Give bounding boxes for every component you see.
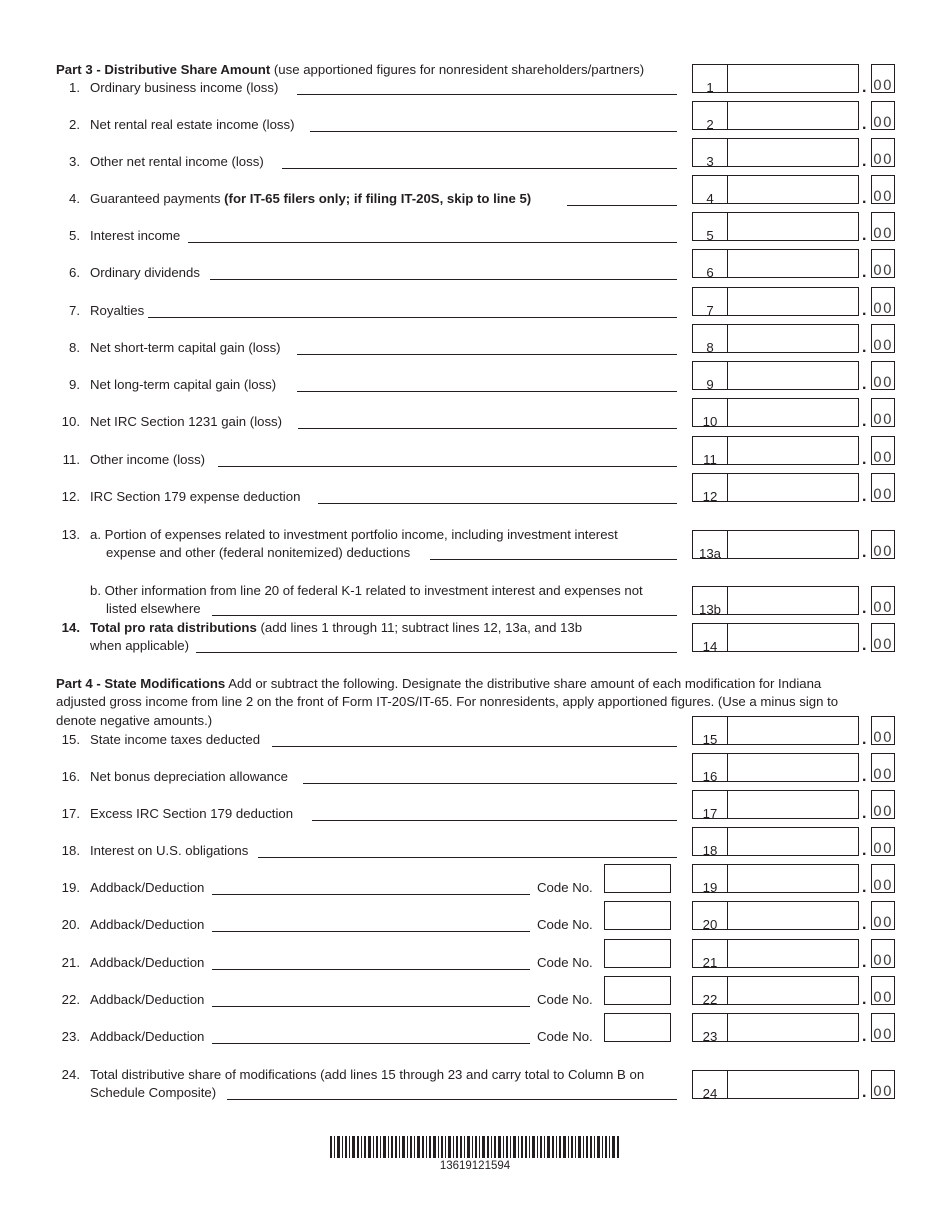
line-number: 21. <box>61 955 80 970</box>
line-15-cents[interactable] <box>871 716 895 745</box>
line-20-amount[interactable] <box>692 901 859 930</box>
leader-line <box>258 857 677 858</box>
line-11-cents[interactable] <box>871 436 895 465</box>
cents-placeholder: 00 <box>873 263 893 279</box>
leader-line <box>188 242 677 243</box>
line-5-label: Interest income <box>90 228 181 243</box>
decimal-point: . <box>862 227 867 244</box>
box-label: 2 <box>706 117 714 132</box>
box-label: 3 <box>706 154 714 169</box>
box-label: 5 <box>706 228 714 243</box>
leader-line <box>148 317 677 318</box>
line-12-cents[interactable] <box>871 473 895 502</box>
line-number: 15. <box>61 732 80 747</box>
leader-line <box>282 168 677 169</box>
decimal-point: . <box>862 190 867 207</box>
cents-placeholder: 00 <box>873 375 893 391</box>
decimal-point: . <box>862 116 867 133</box>
line-number: 1. <box>69 80 80 95</box>
line-24-amount[interactable] <box>692 1070 859 1099</box>
cents-placeholder: 00 <box>873 1027 893 1043</box>
line-number: 19. <box>61 880 80 895</box>
barcode-number: 13619121594 <box>439 1160 511 1172</box>
leader-line <box>210 279 677 280</box>
line-number: 24. <box>61 1067 80 1082</box>
line-number: 12. <box>61 489 80 504</box>
line-number: 23. <box>61 1029 80 1044</box>
cents-placeholder: 00 <box>873 450 893 466</box>
box-label: 11 <box>703 452 717 467</box>
line-9-amount[interactable] <box>692 361 859 390</box>
decimal-point: . <box>862 879 867 896</box>
line-22-cents[interactable] <box>871 976 895 1005</box>
line-16-cents[interactable] <box>871 753 895 782</box>
line-number: 10. <box>61 414 80 429</box>
line-13a-label-cont: expense and other (federal nonitemized) deductions <box>106 545 411 560</box>
leader-line <box>298 428 677 429</box>
decimal-point: . <box>862 79 867 96</box>
line-18-label: Interest on U.S. obligations <box>90 843 249 858</box>
line-number: 7. <box>69 303 80 318</box>
line-number: 16. <box>61 769 80 784</box>
cents-placeholder: 00 <box>873 637 893 653</box>
line-14-cents[interactable] <box>871 623 895 652</box>
box-label: 23 <box>702 1029 718 1044</box>
leader-line <box>430 559 677 560</box>
line-21-amount[interactable] <box>692 939 859 968</box>
line-number: 17. <box>61 806 80 821</box>
line-7-label: Royalties <box>90 303 145 318</box>
line-18-amount[interactable] <box>692 827 859 856</box>
cents-placeholder: 00 <box>873 412 893 428</box>
cents-placeholder: 00 <box>873 301 893 317</box>
line-number: 2. <box>69 117 80 132</box>
leader-line <box>227 1099 677 1100</box>
line-7-cents[interactable] <box>871 287 895 316</box>
line-6-label: Ordinary dividends <box>90 265 200 280</box>
decimal-point: . <box>862 376 867 393</box>
line-21-label: Addback/Deduction <box>90 955 205 970</box>
code-no-label: Code No. <box>537 955 593 970</box>
line-23-cents[interactable] <box>871 1013 895 1042</box>
cents-placeholder: 00 <box>873 767 893 783</box>
line-13b-label-cont: listed elsewhere <box>106 601 201 616</box>
line-13b-cents[interactable] <box>871 586 895 615</box>
line-3-label: Other net rental income (loss) <box>90 154 264 169</box>
leader-line <box>196 652 677 653</box>
line-number: 20. <box>61 917 80 932</box>
line-17-amount[interactable] <box>692 790 859 819</box>
line-9-label: Net long-term capital gain (loss) <box>90 377 277 392</box>
line-3-amount[interactable] <box>692 138 859 167</box>
cents-placeholder: 00 <box>873 915 893 931</box>
leader-line <box>297 354 677 355</box>
line-15-label: State income taxes deducted <box>90 732 261 747</box>
line-16-label: Net bonus depreciation allowance <box>90 769 288 784</box>
line-8-amount[interactable] <box>692 324 859 353</box>
decimal-point: . <box>862 1028 867 1045</box>
line-number: 18. <box>61 843 80 858</box>
cents-placeholder: 00 <box>873 226 893 242</box>
box-label: 18 <box>702 843 718 858</box>
line-8-label: Net short-term capital gain (loss) <box>90 340 281 355</box>
line-18-cents[interactable] <box>871 827 895 856</box>
decimal-point: . <box>862 1084 867 1101</box>
line-12-amount[interactable] <box>692 473 859 502</box>
line-7-amount[interactable] <box>692 287 859 316</box>
line-6-cents[interactable] <box>871 249 895 278</box>
decimal-point: . <box>862 991 867 1008</box>
line-number: 11. <box>62 452 80 467</box>
box-label: 1 <box>706 80 714 95</box>
leader-line <box>567 205 677 206</box>
cents-placeholder: 00 <box>873 990 893 1006</box>
cents-placeholder: 00 <box>873 1084 893 1100</box>
line-11-label: Other income (loss) <box>90 452 206 467</box>
line-13b-label: b. Other information from line 20 of federal K-1 related to investment interest and expenses not <box>90 583 643 598</box>
decimal-point: . <box>862 544 867 561</box>
line-23-code-field[interactable] <box>604 1013 671 1042</box>
decimal-point: . <box>862 302 867 319</box>
line-22-code-field[interactable] <box>604 976 671 1005</box>
box-label: 9 <box>706 377 714 392</box>
box-label: 12 <box>702 489 718 504</box>
line-17-cents[interactable] <box>871 790 895 819</box>
line-10-amount[interactable] <box>692 398 859 427</box>
cents-placeholder: 00 <box>873 115 893 131</box>
line-22-description-field[interactable] <box>212 1006 530 1007</box>
decimal-point: . <box>862 451 867 468</box>
line-23-amount[interactable] <box>692 1013 859 1042</box>
line-6-amount[interactable] <box>692 249 859 278</box>
line-4-amount[interactable] <box>692 175 859 204</box>
line-number: 13. <box>61 527 80 542</box>
cents-placeholder: 00 <box>873 78 893 94</box>
line-10-label: Net IRC Section 1231 gain (loss) <box>90 414 283 429</box>
line-number: 6. <box>69 265 80 280</box>
leader-line <box>312 820 677 821</box>
box-label: 20 <box>702 917 718 932</box>
line-number: 3. <box>69 154 80 169</box>
code-no-label: Code No. <box>537 917 593 932</box>
box-label: 19 <box>702 880 718 895</box>
line-21-code-field[interactable] <box>604 939 671 968</box>
line-21-cents[interactable] <box>871 939 895 968</box>
line-16-amount[interactable] <box>692 753 859 782</box>
leader-line <box>218 466 677 467</box>
line-22-label: Addback/Deduction <box>90 992 205 1007</box>
line-number: 14. <box>61 620 80 635</box>
line-24-label-cont: Schedule Composite) <box>90 1085 217 1100</box>
decimal-point: . <box>862 339 867 356</box>
cents-placeholder: 00 <box>873 878 893 894</box>
cents-placeholder: 00 <box>873 544 893 560</box>
decimal-point: . <box>862 264 867 281</box>
box-label: 22 <box>702 992 718 1007</box>
part4-intro-line: denote negative amounts.) <box>56 713 213 728</box>
line-13b-amount[interactable] <box>692 586 859 615</box>
box-label: 24 <box>702 1086 718 1101</box>
box-label: 17 <box>702 806 718 821</box>
line-20-cents[interactable] <box>871 901 895 930</box>
box-label: 8 <box>706 340 714 355</box>
decimal-point: . <box>862 488 867 505</box>
decimal-point: . <box>862 153 867 170</box>
box-label: 13a <box>698 546 721 561</box>
line-17-label: Excess IRC Section 179 deduction <box>90 806 294 821</box>
box-label: 16 <box>702 769 718 784</box>
line-20-label: Addback/Deduction <box>90 917 205 932</box>
leader-line <box>310 131 677 132</box>
line-1-cents[interactable] <box>871 64 895 93</box>
line-1-label: Ordinary business income (loss) <box>90 80 279 95</box>
leader-line <box>272 746 677 747</box>
line-13a-amount[interactable] <box>692 530 859 559</box>
line-4-cents[interactable] <box>871 175 895 204</box>
box-label: 10 <box>702 414 718 429</box>
line-19-label: Addback/Deduction <box>90 880 205 895</box>
line-22-amount[interactable] <box>692 976 859 1005</box>
decimal-point: . <box>862 805 867 822</box>
barcode <box>330 1136 620 1158</box>
box-label: 4 <box>706 191 714 206</box>
line-2-amount[interactable] <box>692 101 859 130</box>
decimal-point: . <box>862 768 867 785</box>
cents-placeholder: 00 <box>873 152 893 168</box>
box-label: 7 <box>706 303 714 318</box>
code-no-label: Code No. <box>537 1029 593 1044</box>
leader-line <box>212 615 677 616</box>
line-14-label-cont: when applicable) <box>90 638 189 653</box>
leader-line <box>303 783 677 784</box>
cents-placeholder: 00 <box>873 730 893 746</box>
line-23-label: Addback/Deduction <box>90 1029 205 1044</box>
decimal-point: . <box>862 600 867 617</box>
decimal-point: . <box>862 637 867 654</box>
line-12-label: IRC Section 179 expense deduction <box>90 489 301 504</box>
code-no-label: Code No. <box>537 880 593 895</box>
part4-heading: Part 4 - State Modifications Add or subtract the following. Designate the distributive share amount of each modification for Indiana <box>56 676 822 691</box>
cents-placeholder: 00 <box>873 804 893 820</box>
box-label: 14 <box>702 639 718 654</box>
box-label: 6 <box>706 265 714 280</box>
line-5-cents[interactable] <box>871 212 895 241</box>
code-no-label: Code No. <box>537 992 593 1007</box>
line-11-amount[interactable] <box>692 436 859 465</box>
line-4-label: Guaranteed payments (for IT-65 filers only; if filing IT-20S, skip to line 5) <box>90 191 532 206</box>
line-2-label: Net rental real estate income (loss) <box>90 117 295 132</box>
line-1-amount[interactable] <box>692 64 859 93</box>
line-13a-label: a. Portion of expenses related to investment portfolio income, including investment interest <box>90 527 618 542</box>
line-24-cents[interactable] <box>871 1070 895 1099</box>
line-14-amount[interactable] <box>692 623 859 652</box>
line-19-description-field[interactable] <box>212 894 530 895</box>
decimal-point: . <box>862 413 867 430</box>
line-15-amount[interactable] <box>692 716 859 745</box>
line-8-cents[interactable] <box>871 324 895 353</box>
line-24-label: Total distributive share of modifications (add lines 15 through 23 and carry total to Column B on <box>90 1067 645 1082</box>
part4-intro-line: adjusted gross income from line 2 on the front of Form IT-20S/IT-65. For nonresidents, apply apportioned figures. (Use a minus sign to <box>56 694 839 709</box>
line-19-cents[interactable] <box>871 864 895 893</box>
line-13a-cents[interactable] <box>871 530 895 559</box>
line-3-cents[interactable] <box>871 138 895 167</box>
cents-placeholder: 00 <box>873 600 893 616</box>
decimal-point: . <box>862 916 867 933</box>
part3-heading: Part 3 - Distributive Share Amount (use apportioned figures for nonresident shareholders/partners) <box>56 62 645 77</box>
cents-placeholder: 00 <box>873 338 893 354</box>
line-20-description-field[interactable] <box>212 931 530 932</box>
cents-placeholder: 00 <box>873 953 893 969</box>
line-number: 5. <box>69 228 80 243</box>
decimal-point: . <box>862 731 867 748</box>
line-20-code-field[interactable] <box>604 901 671 930</box>
line-9-cents[interactable] <box>871 361 895 390</box>
line-2-cents[interactable] <box>871 101 895 130</box>
cents-placeholder: 00 <box>873 487 893 503</box>
line-5-amount[interactable] <box>692 212 859 241</box>
line-21-description-field[interactable] <box>212 969 530 970</box>
line-19-amount[interactable] <box>692 864 859 893</box>
line-number: 4. <box>69 191 80 206</box>
box-label: 13b <box>698 602 721 617</box>
cents-placeholder: 00 <box>873 841 893 857</box>
leader-line <box>297 391 677 392</box>
box-label: 21 <box>702 955 718 970</box>
leader-line <box>297 94 677 95</box>
decimal-point: . <box>862 954 867 971</box>
leader-line <box>318 503 677 504</box>
line-19-code-field[interactable] <box>604 864 671 893</box>
line-14-label: Total pro rata distributions (add lines 1 through 11; subtract lines 12, 13a, and 13b <box>90 620 583 635</box>
decimal-point: . <box>862 842 867 859</box>
cents-placeholder: 00 <box>873 189 893 205</box>
line-number: 8. <box>69 340 80 355</box>
line-23-description-field[interactable] <box>212 1043 530 1044</box>
box-label: 15 <box>702 732 718 747</box>
line-number: 9. <box>69 377 80 392</box>
line-number: 22. <box>61 992 80 1007</box>
line-10-cents[interactable] <box>871 398 895 427</box>
